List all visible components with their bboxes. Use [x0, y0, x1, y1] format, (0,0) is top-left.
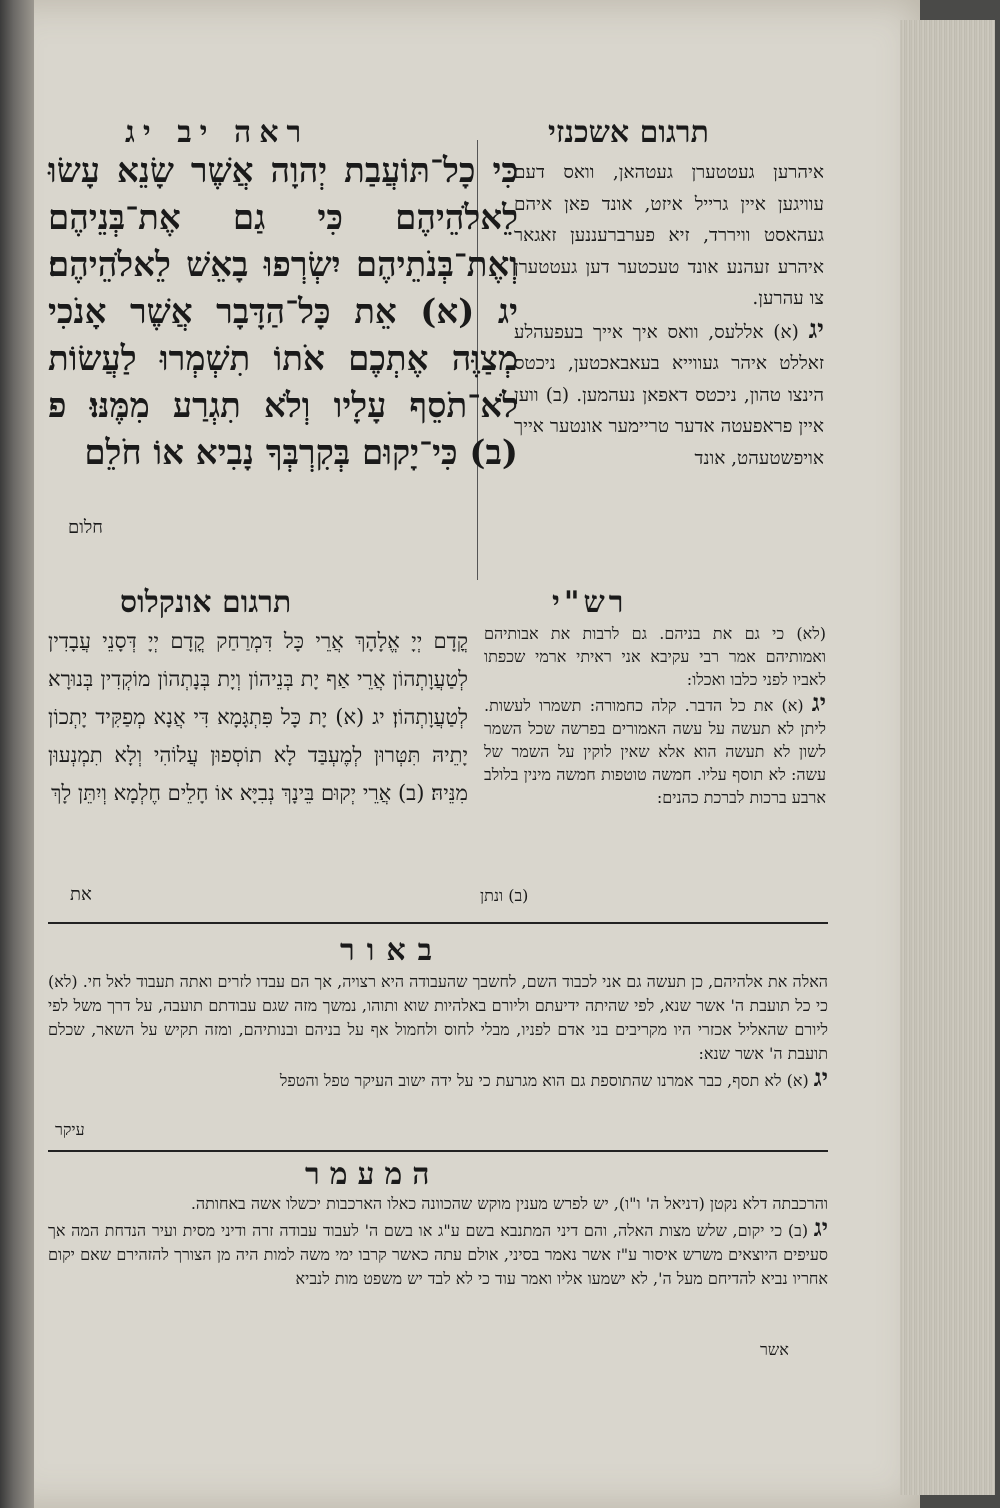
- section-rule-hameamer: [48, 1150, 828, 1152]
- header-targum-ashkenazi: תרגום אשכנזי: [548, 115, 709, 150]
- targum-ashkenazi-text: [514, 157, 824, 474]
- bible-margin-note: חלום: [68, 517, 103, 538]
- ashkenazi-part2: (א) אללעס, וואס איך אייך בעפעהלע זאללט איהר געווייא בעאבאכטען, ניכטס הינצו טהון, ניכטס דאפאן נעהמען. (ב) ווען איין פראפעטה אדער טריימער אונטער אייך אויפשטעהט, אונד: [514, 321, 824, 469]
- left-page-spine: [0, 0, 34, 1508]
- rashi-catchword: (ב) ונתן: [480, 886, 529, 905]
- biur-part1: האלה את אלהיהם, כן תעשה גם אני לכבוד השם, לחשבך שהעבודה היא רצויה, אך הם עבדו לזרים ואתה תעבוד לאל חי. (לא) כי כל תועבת ה' אשר שנא, לפי שהיתה ידיעתם וליורם באלהיות שוא ותוהו, נמשך מזה שגם עבודתם תועבה, על דרך משל לפי ליורם שהאליל אכזרי היו מקריבים בני אדם לפניו, מבלי לחוס ולחמול אף על בניהם ובנותיהם, ומזה תקיש על השאר, שכלם תועבת ה' אשר שנא:: [48, 972, 829, 1063]
- rashi-verse-number: יג: [811, 688, 826, 717]
- bible-text: כִּי כָל־תּוֹעֲבַת יְהוָה אֲשֶׁר שָׂנֵא עָשׂוּ לֵאלֹהֵיהֶם כִּי גַם אֶת־בְּנֵיהֶם וְאֶת־בְּנֹתֵיהֶם יִשְׂרְפוּ בָאֵשׁ לֵאלֹהֵיהֶם׃ יג (א) אֵת כָּל־הַדָּבָר אֲשֶׁר אָנֹכִי מְצַוֶּה אֶתְכֶם אֹתוֹ תִשְׁמְרוּ לַעֲשׂוֹת לֹא־תֹסֵף עָלָיו וְלֹא תִגְרַע מִמֶּנּוּ׃ פ (ב) כִּי־יָקוּם בְּקִרְבְּךָ נָבִיא אוֹ חֹלֵם: [48, 151, 518, 473]
- hameamer-title: המעמר: [305, 1157, 440, 1192]
- hameamer-part1: והרכבתה דלא נקטן (דניאל ה' ו"ו), יש לפרש מענין מוקש שהכוונה כאלו הארכבות יכשלו אשה באחותה.: [190, 1194, 828, 1213]
- rashi-part1: (לא) כי גם את בניהם. גם לרבות את אבותיהם ואמותיהם אמר רבי עקיבא אני ראיתי ארמי שכפתו לאביו לפני כלבו ואכלו:: [484, 624, 826, 689]
- hameamer-verse-number: יג: [813, 1213, 828, 1242]
- ashkenazi-verse-number: יג: [808, 314, 824, 345]
- biur-title: באור: [340, 933, 445, 968]
- rashi-title: רש"י: [552, 585, 628, 620]
- section-rule-biur: [48, 922, 828, 924]
- hameamer-text: [48, 1192, 828, 1291]
- hameamer-part2: (ב) כי יקום, שלש מצות האלה, והם דיני המתנבא בשם ע"ג או בשם ה' לעבוד עבודה זרה ודיני מסית ועיר הנדחת המה אך סעיפים היוצאים משרש איסור ע"ז אשר נאמר בסיני, אולם עתה כאשר קרבו ימי משה למות היה מן הצורך להזהירם שאם יקום אחריו נביא להדיחם מעל ה', לא ישמעו אליו ואמר עוד כי לא לבד יש משפט מות לנביא: [48, 1221, 828, 1288]
- ashkenazi-part1: איהרען געטטערן געטהאן, וואס דעם עוויגען איין גרייל איזט, אונד פאן איהם געהאסט וויררד, זיא פערברעננען זאגאר איהרע זעהנע אונד טעכטער דען געטטערן צו עהרען.: [514, 162, 824, 309]
- rashi-text: [484, 622, 826, 809]
- rashi-part2: (א) את כל הדבר. קלה כחמורה: תשמרו לעשות. ליתן לא תעשה על עשה האמורים בפרשה שכל השמר לשון לא תעשה הוא אלא שאין לוקין על השמר של עשה: לא תוסף עליו. חמשה טוטפות חמשה מינין בלולב ארבע ברכות לברכת כהנים:: [484, 696, 826, 807]
- running-header-parsha: ראה יב יג: [125, 115, 310, 150]
- onkelos-catchword: את: [70, 884, 92, 905]
- biur-part2: (א) לא תסף, כבר אמרנו שהתוספת גם הוא מגרעת כי על ידה ישוב העיקר טפל והטפל: [279, 1071, 809, 1090]
- page-edges: [900, 20, 995, 1495]
- biur-catchword: עיקר: [55, 1120, 85, 1139]
- biur-verse-number: יג: [813, 1063, 828, 1092]
- biur-text: [48, 970, 828, 1093]
- hameamer-catchword: אשר: [760, 1340, 789, 1359]
- onkelos-text: קֳדָם יְיָ אֱלָהָךְ אֲרֵי כָּל דִּמְרַחַק קֳדָם יְיָ דְּסָנֵי עֲבָדִין לְטַעֲוָתְהוֹן אֲרֵי אַף יָת בְּנֵיהוֹן וְיָת בְּנָתְהוֹן מוֹקְדִין בְּנוּרָא לְטַעֲוָתְהוֹן׃ יג (א) יָת כָּל פִּתְגָּמָא דִּי אֲנָא מְפַקִּיד יָתְכוֹן יָתֵיהּ תִּטְּרוּן לְמֶעְבַּד לָא תוֹסְפוּן עֲלוֹהִי וְלָא תִמְנְעוּן מִנֵּיהּ׃ (ב) אֲרֵי יְקוּם בֵּינָךְ נְבִיָּא אוֹ חָלֵים חֶלְמָא וְיִתֵּן לָךְ: [48, 629, 468, 805]
- onkelos-title: תרגום אונקלוס: [120, 585, 292, 620]
